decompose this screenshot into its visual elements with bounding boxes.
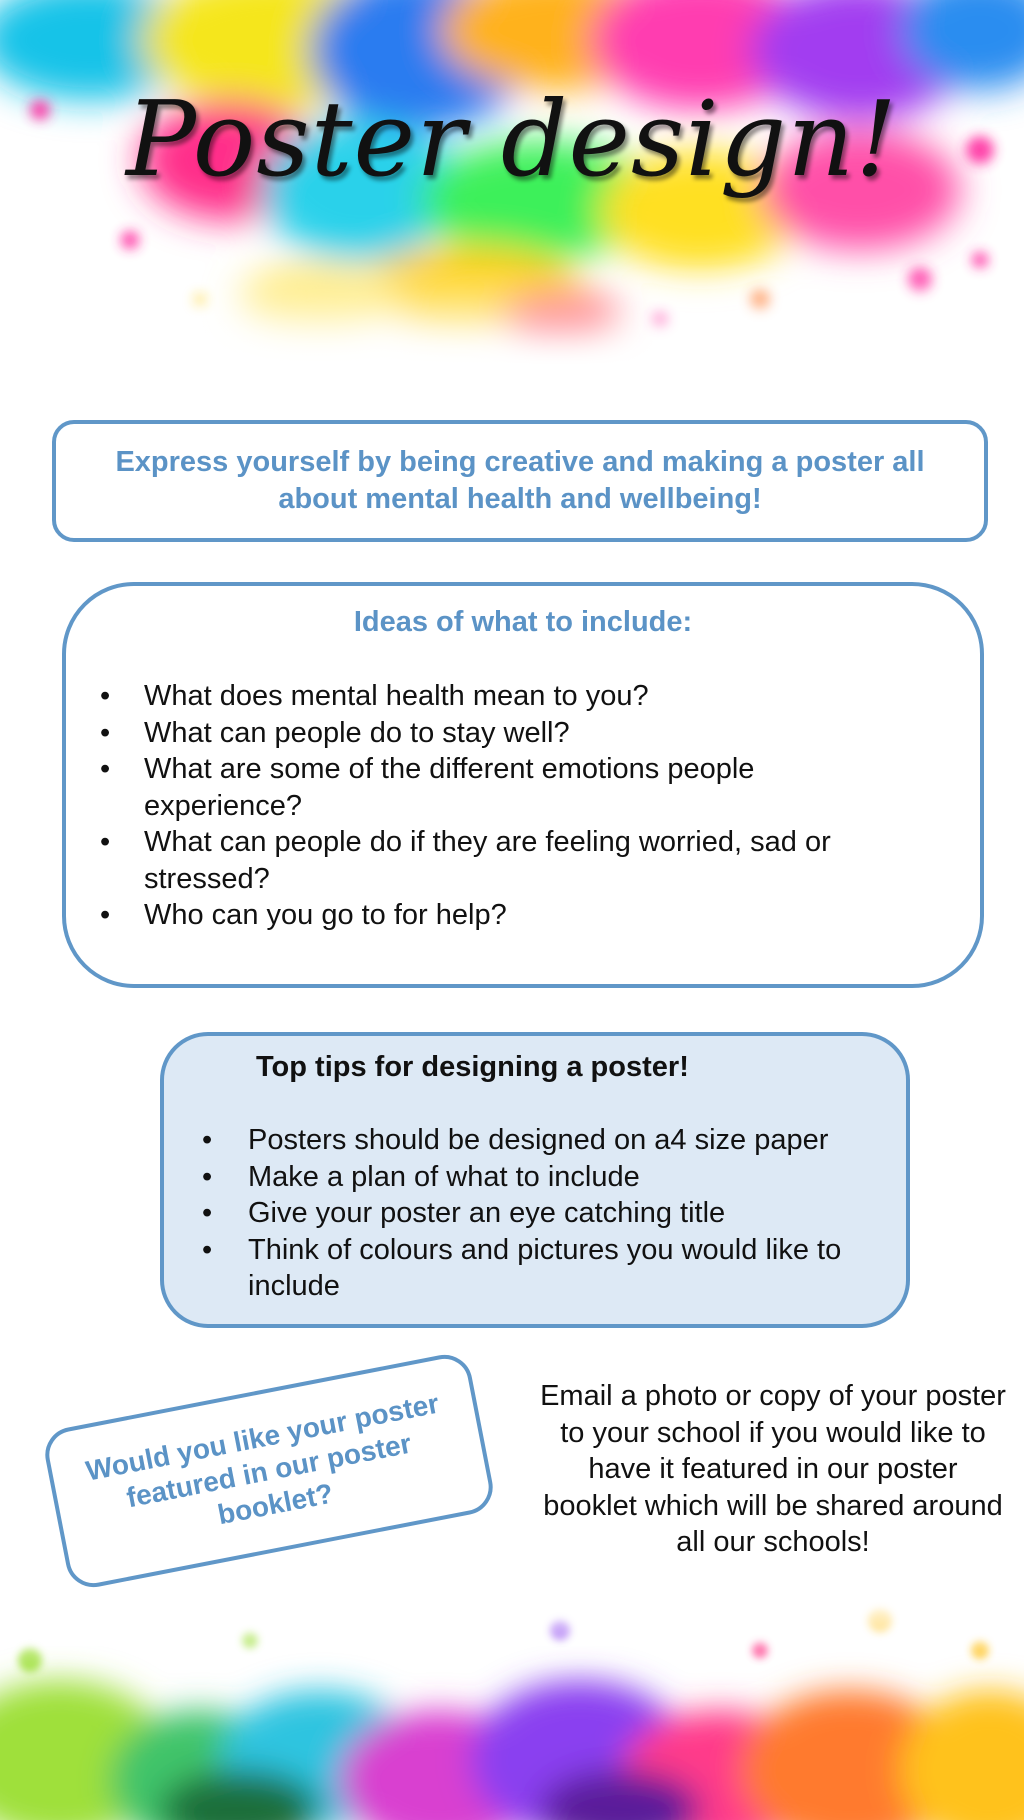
ideas-list: [100, 678, 920, 934]
list-item: • What does mental health mean to you?: [100, 678, 920, 715]
list-item: • Think of colours and pictures you would like to include: [202, 1232, 892, 1305]
list-item: • What can people do if they are feeling worried, sad or stressed?: [100, 824, 920, 897]
feature-question-text: Would you like your poster featured in our poster booklet?: [83, 1387, 442, 1531]
ideas-heading: Ideas of what to include:: [353, 606, 693, 638]
tips-list: [202, 1122, 892, 1305]
feature-question-box: [41, 1350, 498, 1592]
ideas-box: [62, 582, 984, 988]
email-instructions: Email a photo or copy of your poster to your school if you would like to have it featured in our poster booklet which will be shared around all our schools!: [540, 1380, 1006, 1558]
list-item: • Make a plan of what to include: [202, 1159, 892, 1196]
tips-heading: Top tips for designing a poster!: [256, 1051, 689, 1083]
list-item: • Give your poster an eye catching title: [202, 1195, 892, 1232]
page-title: Poster design!: [126, 78, 898, 200]
list-item: • Who can you go to for help?: [100, 897, 920, 934]
list-item: • What can people do to stay well?: [100, 715, 920, 752]
list-item: • What are some of the different emotions people experience?: [100, 751, 920, 824]
intro-text: Express yourself by being creative and making a poster all about mental health and wellbeing!: [115, 446, 925, 515]
intro-box: [52, 420, 988, 542]
tips-box: [160, 1032, 910, 1328]
list-item: • Posters should be designed on a4 size paper: [202, 1122, 892, 1159]
paint-splash-footer-image: [0, 1590, 1024, 1820]
